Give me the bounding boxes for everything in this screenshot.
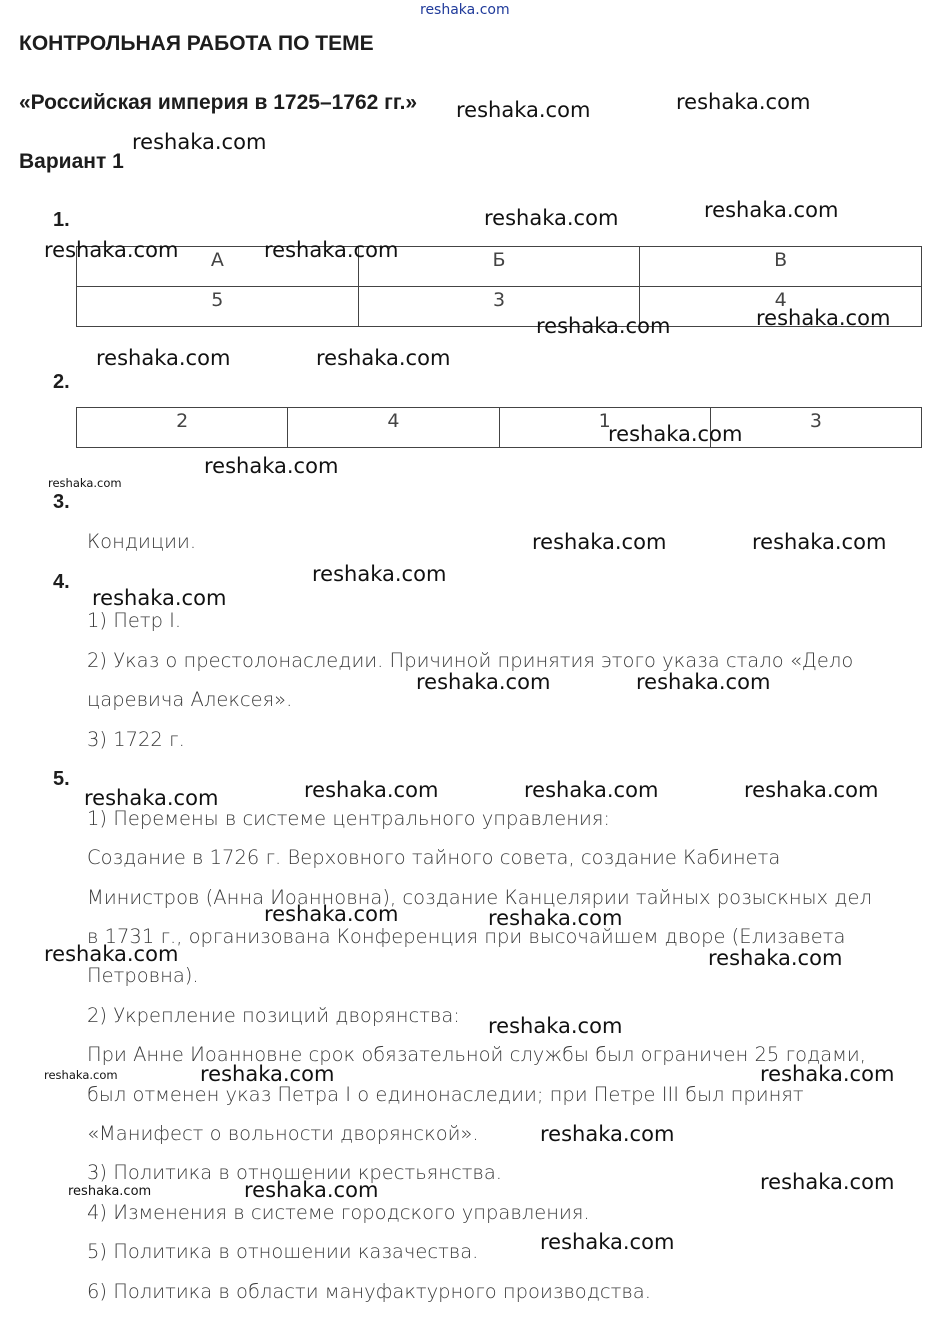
watermark: reshaka.com [44, 238, 179, 262]
watermark: reshaka.com [752, 530, 887, 554]
variant-label: Вариант 1 [19, 150, 124, 173]
watermark: reshaka.com [536, 314, 671, 338]
watermark: reshaka.com [84, 786, 219, 810]
watermark: reshaka.com [760, 1170, 895, 1194]
question-5-line: 5) Политика в отношении казачества. [87, 1240, 479, 1263]
table-cell: В [640, 247, 922, 287]
question-2-table [76, 407, 922, 448]
question-5-line: в 1731 г., организована Конференция при высочайшем дворе (Елизавета [87, 925, 846, 948]
watermark: reshaka.com [676, 90, 811, 114]
question-2-number: 2. [53, 371, 70, 393]
table-cell: 2 [77, 408, 288, 448]
question-1-number: 1. [53, 209, 70, 231]
question-5-line: Петровна). [87, 964, 199, 987]
watermark: reshaka.com [708, 946, 843, 970]
watermark: reshaka.com [524, 778, 659, 802]
table-row [77, 408, 922, 448]
question-5-line: 2) Укрепление позиций дворянства: [87, 1004, 460, 1027]
question-3-answer: Кондиции. [87, 530, 197, 553]
table-cell: 3 [358, 287, 640, 327]
watermark: reshaka.com [312, 562, 447, 586]
watermark: reshaka.com [96, 346, 231, 370]
question-5-number: 5. [53, 768, 70, 790]
watermark: reshaka.com [484, 206, 619, 230]
watermark: reshaka.com [416, 670, 551, 694]
watermark: reshaka.com [44, 1068, 118, 1082]
watermark: reshaka.com [132, 130, 267, 154]
question-5-line: был отменен указ Петра I о единонаследии; при Петре III был принят [87, 1083, 804, 1106]
table-cell: А [77, 247, 359, 287]
watermark: reshaka.com [532, 530, 667, 554]
table-cell: 3 [710, 408, 921, 448]
question-3-number: 3. [53, 491, 70, 513]
question-5-line: Создание в 1726 г. Верховного тайного совета, создание Кабинета [87, 846, 781, 869]
question-4-line: царевича Алексея». [87, 688, 293, 711]
watermark: reshaka.com [204, 454, 339, 478]
watermark: reshaka.com [44, 942, 179, 966]
question-5-line: При Анне Иоанновне срок обязательной службы был ограничен 25 годами, [87, 1043, 866, 1066]
watermark: reshaka.com [756, 306, 891, 330]
table-cell: 4 [288, 408, 499, 448]
question-5-line: 1) Перемены в системе центрального управления: [87, 807, 610, 830]
question-4-line: 1) Петр I. [87, 609, 182, 632]
watermark: reshaka.com [304, 778, 439, 802]
watermark: reshaka.com [244, 1178, 379, 1202]
question-5-line: «Манифест о вольности дворянской». [87, 1122, 479, 1145]
watermark: reshaka.com [540, 1122, 675, 1146]
question-5-line: 3) Политика в отношении крестьянства. [87, 1161, 502, 1184]
table-cell: 5 [77, 287, 359, 327]
table-cell: 4 [640, 287, 922, 327]
question-4-line: 2) Указ о престолонаследии. Причиной принятия этого указа стало «Дело [87, 649, 854, 672]
watermark: reshaka.com [488, 1014, 623, 1038]
page-title: КОНТРОЛЬНАЯ РАБОТА ПО ТЕМЕ [19, 32, 374, 55]
table-cell: Б [358, 247, 640, 287]
watermark: reshaka.com [636, 670, 771, 694]
watermark: reshaka.com [264, 238, 399, 262]
watermark: reshaka.com [48, 476, 122, 490]
question-5-line: 6) Политика в области мануфактурного производства. [87, 1280, 651, 1303]
question-5-line: Министров (Анна Иоанновна), создание Канцелярии тайных розыскных дел [87, 886, 872, 909]
watermark: reshaka.com [92, 586, 227, 610]
watermark: reshaka.com [704, 198, 839, 222]
page-subtitle: «Российская империя в 1725–1762 гг.» [19, 91, 418, 114]
watermark: reshaka.com [68, 1184, 152, 1199]
watermark: reshaka.com [488, 906, 623, 930]
question-5-line: 4) Изменения в системе городского управления. [87, 1201, 590, 1224]
watermark: reshaka.com [760, 1062, 895, 1086]
table-cell: 1 [499, 408, 710, 448]
watermark: reshaka.com [456, 98, 591, 122]
watermark: reshaka.com [200, 1062, 335, 1086]
site-url-label: reshaka.com [420, 2, 510, 18]
watermark: reshaka.com [608, 422, 743, 446]
question-4-line: 3) 1722 г. [87, 728, 185, 751]
watermark: reshaka.com [744, 778, 879, 802]
watermark: reshaka.com [264, 902, 399, 926]
question-4-number: 4. [53, 571, 70, 593]
table-row [77, 247, 922, 287]
watermark: reshaka.com [316, 346, 451, 370]
watermark: reshaka.com [540, 1230, 675, 1254]
